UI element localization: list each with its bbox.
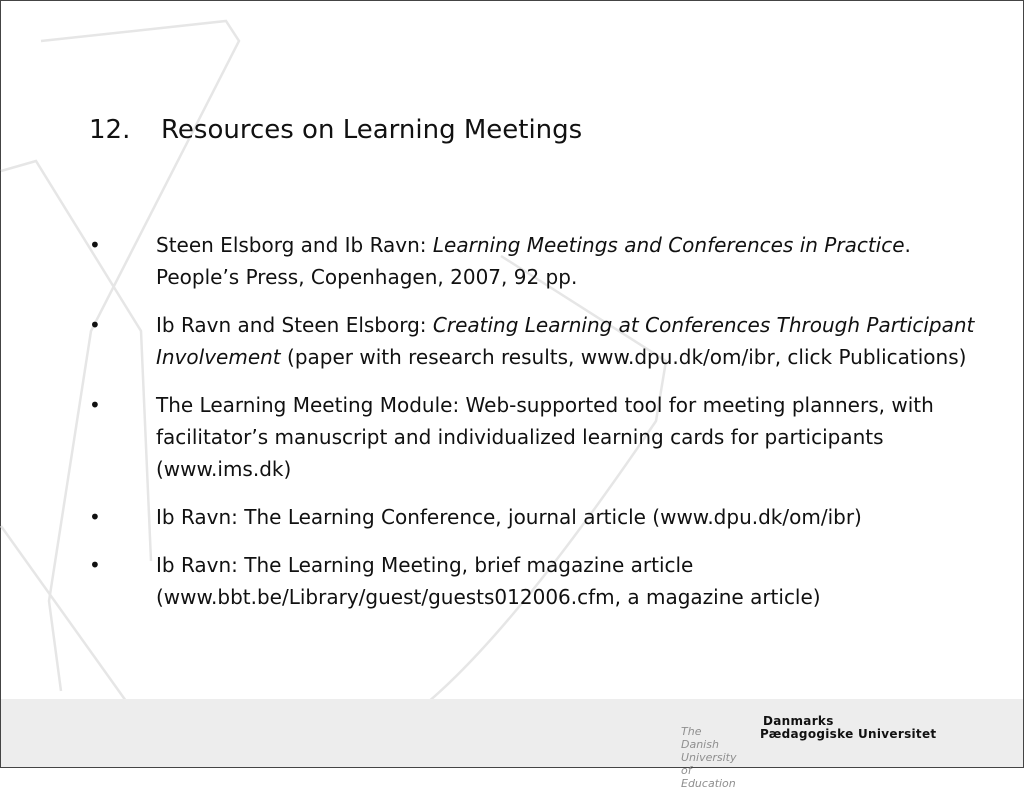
item-title: Creating Learning at Conferences Through Participant Involvement [156, 313, 975, 369]
list-item [89, 501, 979, 533]
item-text: Ib Ravn: The Learning Conference, journal article (www.dpu.dk/om/ibr) [156, 505, 862, 529]
bullet-dot: • [89, 233, 101, 257]
item-text: (paper with research results, www.dpu.dk/om/ibr, click Publications) [280, 345, 967, 369]
logo-en-line-2: University of Education [681, 751, 737, 790]
item-text: Steen Elsborg and Ib Ravn: [156, 233, 433, 257]
bullet-dot: • [89, 553, 101, 577]
list-item [89, 229, 979, 293]
logo-danish-name [760, 715, 936, 741]
bullet-dot: • [89, 313, 101, 337]
list-item [89, 309, 979, 373]
logo-english-name [681, 725, 737, 790]
title-number: 12. [89, 115, 131, 145]
logo-da-line-2: Pædagogiske Universitet [760, 727, 937, 741]
title-text: Resources on Learning Meetings [161, 115, 583, 145]
logo-en-line-1: The Danish [681, 725, 719, 751]
item-text: The Learning Meeting Module: Web-supported tool for meeting planners, with facilitator’s manuscript and individualized learning cards for participants (www.ims.dk) [156, 393, 934, 481]
item-text: . People’s Press, Copenhagen, 2007, 92 pp. [156, 233, 911, 289]
item-text: Ib Ravn and Steen Elsborg: [156, 313, 433, 337]
bullet-dot: • [89, 505, 101, 529]
list-item [89, 389, 979, 485]
bullet-dot: • [89, 393, 101, 417]
item-title: Learning Meetings and Conferences in Practice [432, 233, 905, 257]
item-text: Ib Ravn: The Learning Meeting, brief magazine article (www.bbt.be/Library/guest/guests012006.cfm, a magazine article) [156, 553, 821, 609]
logo-da-line-1: Danmarks [763, 714, 834, 728]
slide-title [89, 115, 582, 145]
list-item [89, 549, 979, 613]
resource-list [89, 229, 979, 629]
